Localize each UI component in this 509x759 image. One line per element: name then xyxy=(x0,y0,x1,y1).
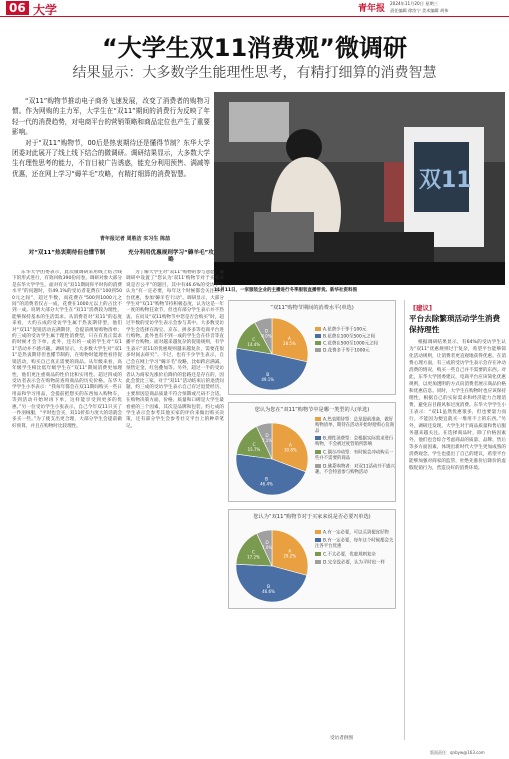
photo-caption: 11月11日，一家服装企业的主播进行冬季服装直播带货。新华社资料图 xyxy=(214,288,358,293)
footer-email: 版面责任：qnbyw@163.com xyxy=(430,750,485,755)
livestream-photo-illustration xyxy=(214,92,505,285)
column2-heading: 充分利用优惠规则学习“薅羊毛”攻略 xyxy=(128,250,214,263)
svg-text:双11: 双11 xyxy=(419,168,472,193)
chart-3-value-A: 29.2% xyxy=(283,553,297,559)
chart-2-legend xyxy=(315,417,395,475)
chart-2-label-C: C xyxy=(252,442,256,448)
chart-1-legend-d: D.花费多于等于1000元 xyxy=(315,348,397,355)
chart-1-label-C: C xyxy=(252,338,256,344)
chart-2-value-A: 30.8% xyxy=(284,447,297,453)
column2-text: 为了解大学生对“双11”购物的参与意愿，微调研中设置了“您认为‘双11’购物节对于买家来说是否公平”的题目，其中有46.6%的受访学生认为“有一定必要，每年这个时候都会关注各平台优惠，参加‘薅羊毛’行动”。调研显示，大部分学生对“双11”购物节持积极态度，认为这是一年一度的购物狂欢节，但也有部分学生表示并不热衷。在问及“双11购物节中您是否会购买”时，超过半数的受访学生表示会参与其中。大多数受访学生会选择在淘宝、京东、拼多多等电商平台进行购物。此外也有不到一成的学生会在抖音等直播平台购物。面对越来越复杂的促销规则，有学生表示“双11的优惠规则越来越复杂，需要花很多时间去研究”。不过，也有不少学生表示，自己会在网上学习“薅羊毛”攻略，比如跨店满减、预售定金、红包叠加等。另外，超过一半的受访者认为商家先涨价后降价的套路还是存在的，因此会货比三家。对于“双11”活动结束后的退货问题，约三成的受访学生表示自己有过退货经历，主要原因是商品质量不符合预期或尺码不合适。在购物决策方面，价格、质量和口碑是大学生最看重的三个因素，其次是品牌和包装。约七成的学生表示会参考其他买家的评价来做出购买决策，还有部分学生会参考社交平台上的种草笔记。 xyxy=(126,270,224,429)
chart-3-value-B: 46.6% xyxy=(262,589,275,595)
column3-box xyxy=(404,300,506,740)
chart-1-legend-a: A.花费少于等于100元 xyxy=(315,327,397,334)
news-photo xyxy=(214,92,505,285)
chart-3-label-C: C xyxy=(251,550,256,556)
header-editor: 责任编辑 徐汝宁 美术编辑 胡伟 xyxy=(390,8,449,13)
byline: 青年报记者 周胜洁 实习生 陈喆 xyxy=(99,236,171,242)
header-date: 2024年11月20日 星期三 xyxy=(390,1,438,6)
chart-2-value-D: 7.1% xyxy=(261,438,273,444)
chart-1-title: “双11”购物节期间的消费水平(单选) xyxy=(270,305,354,311)
column3-title: 平台去除繁琐活动学生消费保持理性 xyxy=(409,314,501,334)
chart-1-value-D: 8.0% xyxy=(261,333,272,339)
lead-block xyxy=(12,96,210,231)
chart-1-legend-c: C.花费在500至1000元之间 xyxy=(315,341,397,348)
chart-3-label-D: D xyxy=(265,541,269,547)
chart-2-value-B: 46.4% xyxy=(260,481,273,487)
chart-3-pie xyxy=(233,527,311,605)
chart-2-value-C: 15.7% xyxy=(247,446,261,452)
chart-2-label-B: B xyxy=(264,477,268,483)
chart-3-legend xyxy=(315,530,395,566)
chart-3-title: 您认为“双11”购物节对于买家来说是否必要?(单选) xyxy=(253,514,371,520)
column1-heading: 对“双11”热衷期待但也懂节制 xyxy=(28,250,106,256)
chart-3-legend-d: D.完全没必要，认为平时也一样 xyxy=(315,560,395,566)
chart-area xyxy=(228,300,400,700)
chart-3-legend-b: B.有一定必要，每年这个时候都会关注各平台优惠 xyxy=(315,538,394,550)
chart-3-label-A: A xyxy=(288,549,292,555)
chart-3 xyxy=(228,509,396,609)
chart-3-value-D: 7.0% xyxy=(262,545,273,551)
chart-2-label-A: A xyxy=(288,443,292,449)
column1-text: 东华大学团委表示，此次微调研采用线上结合线下的形式进行，有效回收390份问卷。调研对象大部分是东华大学学生。面对有关“双11期间你平时你的消费水平”的问题时，有49.1%的受访者花费在“100到500元之间”，超过半数，而花费在“500到1000元之间”的消费者仅占一成，花费在1000元以上的占比不到一成。说明大部分大学生在“双11”消费较为理性，能够保持基本的生活需求。从消费者对“双11”的态度来看，大约五成的受访学生属于热衷期待型，他们对“双11”促销活动充满期待，会提前规划购物清单；约三成的受访学生属于理性消费型，只在有真正需求的时候才会下单。此外，还有约一成的学生对“双11”活动并不感兴趣。调研显示，大多数大学生对“双11”是热衷期待但也懂节制的，在购物时能理性看待促销活动，购买自己真正需要的商品。从年级来看，高年级学生相比低年级学生在“双11”期间消费更加理性，他们更注重商品的性价比和实用性。超过四成的受访者表示会在购物前查询商品的历史价格。东华大学学生小李表示：“我每年都会在双11期间购买一些日用品和学习用品，会提前把想买的东西加入购物车，等到活动开始时再下单，这样能享受到更多的优惠。”另一位受访学生小张表示，自己今年双11只买了一件羽绒服，“平时也会买，双11折扣力度大的话就会多买一些。”为了使支出更合理，大部分学生会提前做好预算，并且在购物时比较理性。 xyxy=(12,270,122,429)
lead-paragraph-1: “双11”购物节推动电子商务飞速发展，改变了消费者的购物习惯。作为网购的主力军，大学生在“双11”期间的消费行为反映了年轻一代的消费趋势，对电商平台的营销策略和商品定位也产生了重要影响。 xyxy=(12,97,210,137)
chart-3-value-C: 17.2% xyxy=(247,554,260,560)
main-subtitle: 结果显示：大多数学生能理性思考，有精打细算的消费智慧 xyxy=(72,65,437,81)
chart-1-label-A: A xyxy=(287,337,291,343)
chart-2-legend-a: A.热衷期待型：总是提前准备，做好购物清单，期待在活动开始时抢购心仪商品 xyxy=(315,417,395,434)
lead-paragraph-2: 对于“双11”购物节，00后是热衷期待还是懂得节制？东华大学团委对此展开了线上线下结合的微调研。调研结果显示，大多数大学生有理性思考的能力，不盲目被广告诱惑，能充分利用预售、满减等优惠，还在网上学习“薅羊毛”攻略，有精打细算的消费智慧。 xyxy=(12,138,210,178)
chart-2-legend-c: C.偶尔冲动型：有时候会冲动购买一些并不需要的商品 xyxy=(315,450,394,462)
chart-1 xyxy=(228,300,396,395)
chart-1-label-D: D xyxy=(264,329,269,335)
column3-tag: [建议] xyxy=(413,304,432,312)
page-number: 06 xyxy=(6,1,29,15)
chart-3-label-B: B xyxy=(267,585,271,591)
main-title: “大学生双11消费观”微调研 xyxy=(102,34,407,62)
chart-1-legend-b: B.花费在100至500元之间 xyxy=(315,334,397,341)
chart-3-legend-c: C.不太必要，优惠规则复杂 xyxy=(315,552,395,558)
section-name: 大学 xyxy=(33,3,58,17)
chart-2 xyxy=(228,402,396,502)
chart-1-legend xyxy=(315,327,397,355)
chart-3-legend-a: A.有一定必要，可以买到便宜好物 xyxy=(315,530,395,536)
chart-2-legend-d: D.佛系购物者：对双11活动并不感兴趣，不会特意参与购物活动 xyxy=(315,464,395,475)
chart-2-title: 您认为您在“双11”购物节中是哪一类型的人(单选) xyxy=(254,407,370,413)
page-header xyxy=(0,0,509,17)
chart-2-label-D: D xyxy=(265,434,269,440)
chart-1-value-A: 28.5% xyxy=(283,341,296,347)
chart-source: 受访者供图 xyxy=(330,736,353,741)
chart-1-value-C: 14.4% xyxy=(247,342,261,348)
chart-2-legend-b: B.理性消费型：会根据实际需求进行购物，不会被过度营销所影响 xyxy=(315,436,394,448)
chart-1-pie xyxy=(233,315,311,393)
newspaper-logo: 青年报 xyxy=(358,4,386,14)
chart-1-label-B: B xyxy=(266,372,270,378)
chart-2-pie xyxy=(233,420,311,498)
chart-1-value-B: 49.1% xyxy=(261,376,275,382)
column3-text: 根据调研结果显示，有64%的受访学生认为“双11”优惠规则过于复杂，希望平台能够简化活动规则，让消费者更直观地获得优惠。在消费心理方面，有三成的受访学生表示会存在冲动消费的情况，购买一些自己并不需要的东西。对此，东华大学团委建议，电商平台应该简化优惠规则，以更加透明的方式向消费者展示商品价格和优惠信息。同时，大学生在购物时也应该保持理性，根据自己的实际需求和经济能力合理消费，避免盲目跟风和过度消费。东华大学学生小王表示：“双11虽然优惠很多，但也要量力而行，不能因为便宜就买一堆用不上的东西。”另外，调研还发现，大学生对于商品质量和售后服务越来越关注。在选择商品时，除了价格因素外，他们也会综合考虑商品的质量、品牌、售后等多方面因素，体现出新时代大学生更加成熟的消费观念。学生也提出了自己的建议，希望平台能够加强对商家的监管，杜绝先涨价后降价的虚假促销行为，营造良好的消费环境。 xyxy=(409,340,506,471)
